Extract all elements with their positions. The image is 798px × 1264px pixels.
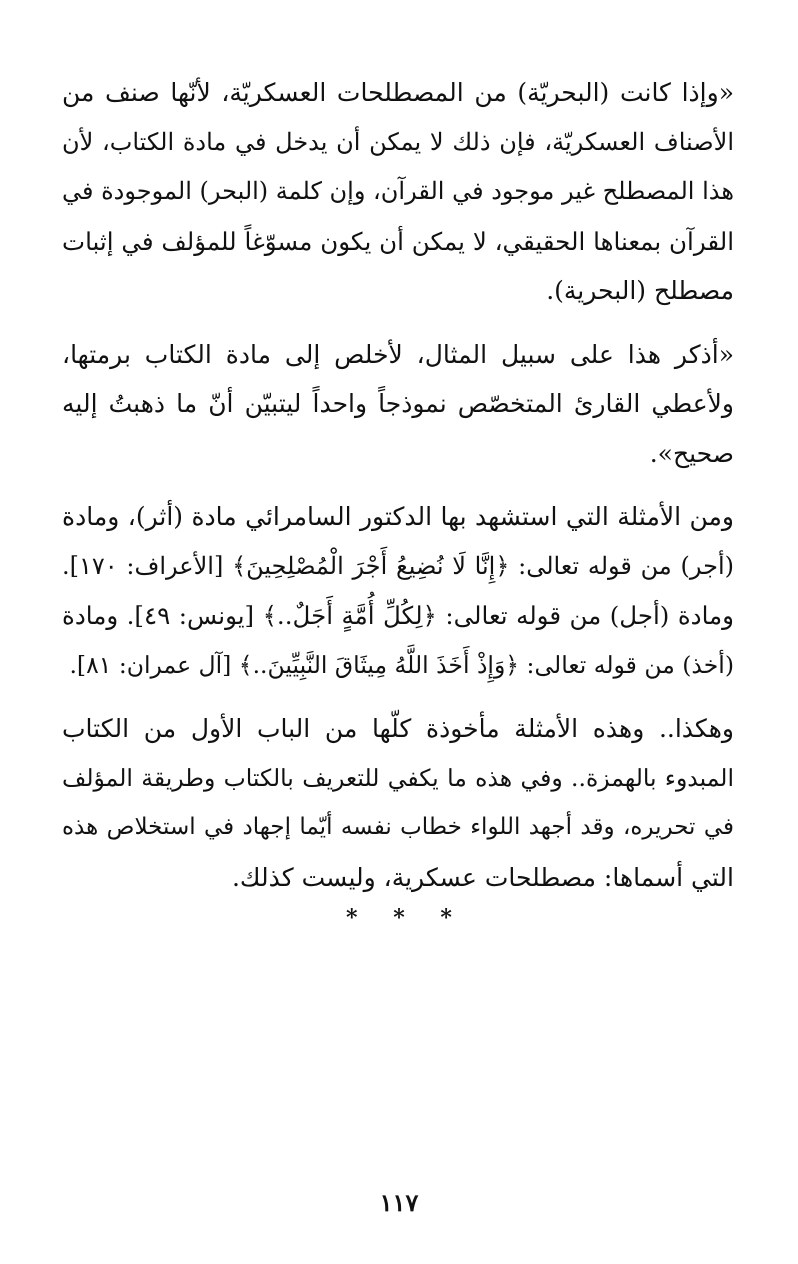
text-line: الأصناف العسكريّة، فإن ذلك لا يمكن أن يدخل في مادة الكتاب، لأن [62,127,734,156]
text-line: مصطلح (البحرية). [546,276,734,305]
text-line: المبدوء بالهمزة.. وفي هذه ما يكفي للتعريف بالكتاب وطريقة المؤلف [62,763,734,792]
page-body [62,68,734,916]
text-line: ولأعطي القارئ المتخصّص نموذجاً واحداً ليتبيّن أنّ ما ذهبتُ إليه [62,389,734,418]
page-number: ١١٧ [379,1188,419,1217]
paragraph-2 [62,330,734,479]
text-line: «أذكر هذا على سبيل المثال، لأخلص إلى مادة الكتاب برمتها، [62,339,734,369]
text-line: ومادة (أجل) من قوله تعالى: ﴿لِكُلِّ أُمَّةٍ أَجَلٌ..﴾ [يونس: ٤٩]. ومادة [62,601,734,630]
paragraph-1 [62,68,734,316]
text-line: وهكذا.. وهذه الأمثلة مأخوذة كلّها من الباب الأول من الكتاب [62,714,734,743]
text-line: هذا المصطلح غير موجود في القرآن، وإن كلمة (البحر) الموجودة في [62,177,734,205]
text-line: «وإذا كانت (البحريّة) من المصطلحات العسكريّة، لأنّها صنف من [62,78,734,107]
text-line: ومن الأمثلة التي استشهد بها الدكتور السامرائي مادة (أثر)، ومادة [62,502,734,531]
text-line: التي أسماها: مصطلحات عسكرية، وليست كذلك. [231,862,734,892]
paragraph-3 [62,492,734,690]
text-line: القرآن بمعناها الحقيقي، لا يمكن أن يكون مسوّغاً للمؤلف في إثبات [62,226,734,256]
text-line: (أخذ) من قوله تعالى: ﴿وَإِذْ أَخَذَ اللَّهُ مِيثَاقَ النَّبِيِّينَ..﴾ [آل عمران: ٨١]. [69,650,734,679]
paragraph-4 [62,704,734,902]
section-separator [0,905,798,931]
text-line: (أجر) من قوله تعالى: ﴿إِنَّا لَا نُضِيعُ أَجْرَ الْمُصْلِحِينَ﴾ [الأعراف: ١٧٠]. [62,551,734,580]
asterisk-ornament: * [440,905,452,931]
text-line: في تحريره، وقد أجهد اللواء خطاب نفسه أيّما إجهاد في استخلاص هذه [62,814,734,840]
asterisk-ornament: * [346,905,358,931]
text-line: صحيح». [649,438,734,468]
asterisk-ornament: * [393,905,405,931]
